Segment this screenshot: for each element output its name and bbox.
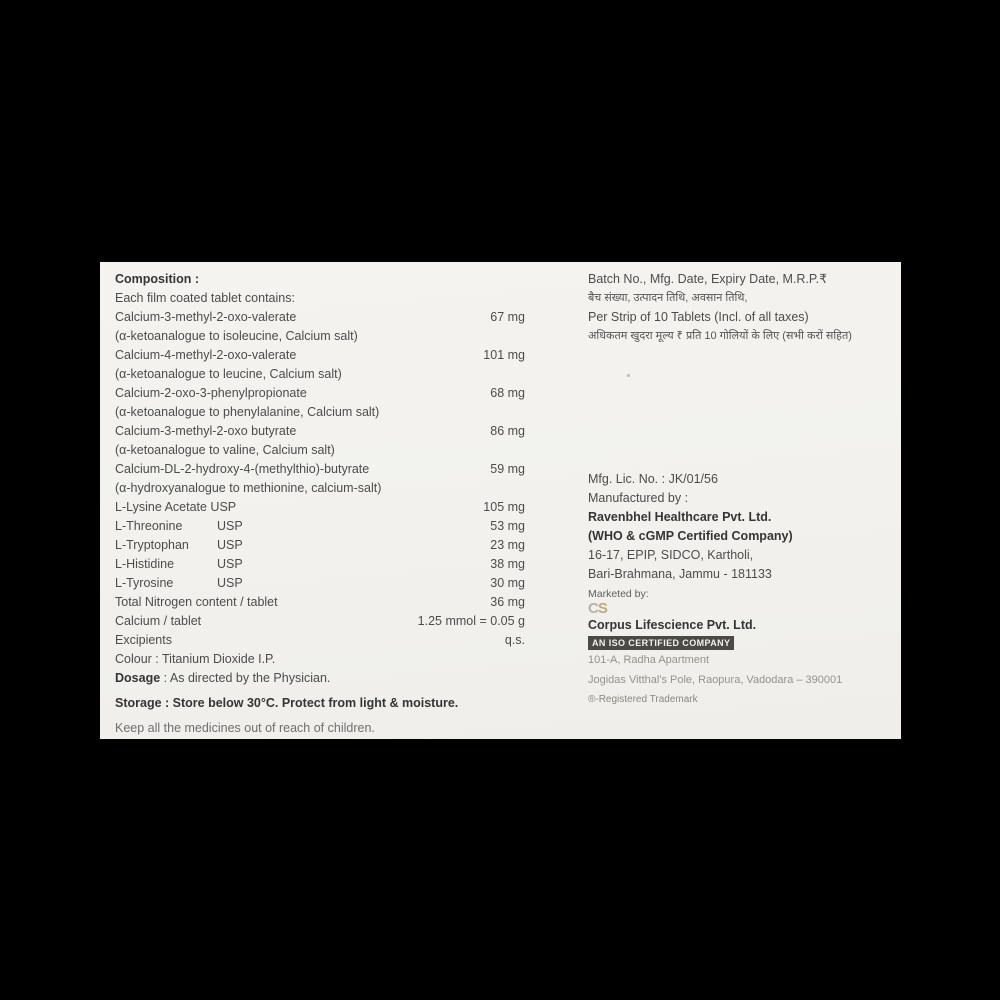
composition-row <box>115 308 525 327</box>
ingredient-quantity: 105 mg <box>483 500 525 514</box>
marketed-by-label: Marketed by: <box>588 588 649 600</box>
ingredient-quantity: 101 mg <box>483 348 525 362</box>
ingredient-name: Calcium-DL-2-hydroxy-4-(methylthio)-butyrate <box>115 462 370 476</box>
ingredient-name: (α-ketoanalogue to valine, Calcium salt) <box>115 443 335 457</box>
composition-row <box>115 346 525 365</box>
manufacturer-certification: (WHO & cGMP Certified Company) <box>588 529 793 543</box>
keep-away-note: Keep all the medicines out of reach of children. <box>115 721 375 735</box>
batch-info-line: Batch No., Mfg. Date, Expiry Date, M.R.P.₹ <box>588 272 828 286</box>
ingredient-quantity: 68 mg <box>490 386 525 400</box>
ingredient-name: (α-ketoanalogue to phenylalanine, Calcium salt) <box>115 405 380 419</box>
composition-row <box>115 517 525 536</box>
marketer-block <box>588 588 842 709</box>
composition-row <box>115 650 525 669</box>
ingredient-grade: USP <box>217 576 243 590</box>
composition-row <box>115 384 525 403</box>
ingredient-grade: USP <box>217 519 243 533</box>
ingredient-name: Calcium-3-methyl-2-oxo butyrate <box>115 424 297 438</box>
marketer-address-line1: 101-A, Radha Apartment <box>588 654 710 666</box>
mrp-info-line-hindi: अधिकतम खुदरा मूल्य ₹ प्रति 10 गोलियों के लिए (सभी करों सहित) <box>588 330 852 342</box>
composition-section <box>115 270 525 738</box>
iso-badge-wrap <box>588 634 842 650</box>
ingredient-name: Calcium-4-methyl-2-oxo-valerate <box>115 348 297 362</box>
ingredient-quantity: 1.25 mmol = 0.05 g <box>417 614 525 628</box>
ingredient-quantity: 38 mg <box>490 557 525 571</box>
composition-row <box>115 327 525 346</box>
marketer-address-line2: Jogidas Vitthal's Pole, Raopura, Vadodara – 390001 <box>588 674 843 686</box>
ingredient-name: L-Threonine <box>115 519 183 533</box>
ingredient-name: Calcium-3-methyl-2-oxo-valerate <box>115 310 297 324</box>
ingredient-name: Colour : Titanium Dioxide I.P. <box>115 652 276 666</box>
ingredient-name: L-Histidine <box>115 557 175 571</box>
ingredient-quantity: 67 mg <box>490 310 525 324</box>
medicine-label-panel <box>100 262 901 739</box>
ingredient-name: (α-ketoanalogue to isoleucine, Calcium salt) <box>115 329 358 343</box>
marketer-name: Corpus Lifescience Pvt. Ltd. <box>588 618 757 632</box>
manufacturer-name: Ravenbhel Healthcare Pvt. Ltd. <box>588 510 772 524</box>
batch-info-line-hindi: बैच संख्या, उत्पादन तिथि, अवसान तिथि, <box>588 292 748 304</box>
composition-row <box>115 365 525 384</box>
ingredient-quantity: 86 mg <box>490 424 525 438</box>
storage-note: Storage : Store below 30°C. Protect from light & moisture. <box>115 696 459 710</box>
composition-heading: Composition : <box>115 272 200 286</box>
manufacturer-address-line1: 16-17, EPIP, SIDCO, Kartholi, <box>588 548 754 562</box>
composition-row <box>115 669 525 688</box>
composition-row <box>115 612 525 631</box>
composition-subheading: Each film coated tablet contains: <box>115 291 295 305</box>
composition-row <box>115 441 525 460</box>
ingredient-name: Calcium / tablet <box>115 614 202 628</box>
ingredient-name: Calcium-2-oxo-3-phenylpropionate <box>115 386 307 400</box>
composition-row <box>115 498 525 517</box>
ingredient-grade: USP <box>217 538 243 552</box>
registered-trademark-note: ®-Registered Trademark <box>588 694 698 705</box>
ingredient-name: Excipients <box>115 633 172 647</box>
batch-mrp-block <box>588 270 852 346</box>
ingredient-quantity: 59 mg <box>490 462 525 476</box>
ingredient-name: (α-hydroxyanalogue to methionine, calcium-salt) <box>115 481 382 495</box>
composition-row <box>115 479 525 498</box>
ingredient-name: L-Tryptophan <box>115 538 189 552</box>
composition-row <box>115 422 525 441</box>
ingredient-quantity: 23 mg <box>490 538 525 552</box>
mfg-license-number: Mfg. Lic. No. : JK/01/56 <box>588 472 718 486</box>
corpus-cs-logo: CS <box>588 600 607 617</box>
ingredient-grade: USP <box>217 557 243 571</box>
composition-row <box>115 574 525 593</box>
ingredient-name: Total Nitrogen content / tablet <box>115 595 278 609</box>
ingredient-name: (α-ketoanalogue to leucine, Calcium salt) <box>115 367 342 381</box>
composition-row <box>115 536 525 555</box>
strip-info-line: Per Strip of 10 Tablets (Incl. of all taxes) <box>588 310 809 324</box>
composition-row <box>115 460 525 479</box>
dust-speck <box>627 374 630 377</box>
ingredient-name: L-Tyrosine <box>115 576 174 590</box>
ingredient-quantity: 53 mg <box>490 519 525 533</box>
composition-row <box>115 593 525 612</box>
right-column <box>588 262 893 739</box>
composition-row <box>115 555 525 574</box>
manufactured-by-label: Manufactured by : <box>588 491 689 505</box>
ingredient-quantity: 36 mg <box>490 595 525 609</box>
composition-row <box>115 403 525 422</box>
ingredient-name: Dosage : As directed by the Physician. <box>115 671 331 685</box>
manufacturer-address-line2: Bari-Brahmana, Jammu - 181133 <box>588 567 772 581</box>
composition-row <box>115 631 525 650</box>
composition-rows <box>115 308 525 688</box>
manufacturer-block <box>588 470 793 584</box>
ingredient-quantity: 30 mg <box>490 576 525 590</box>
ingredient-quantity: q.s. <box>504 633 525 647</box>
ingredient-name: L-Lysine Acetate USP <box>115 500 237 514</box>
iso-certified-badge: AN ISO CERTIFIED COMPANY <box>588 636 734 650</box>
